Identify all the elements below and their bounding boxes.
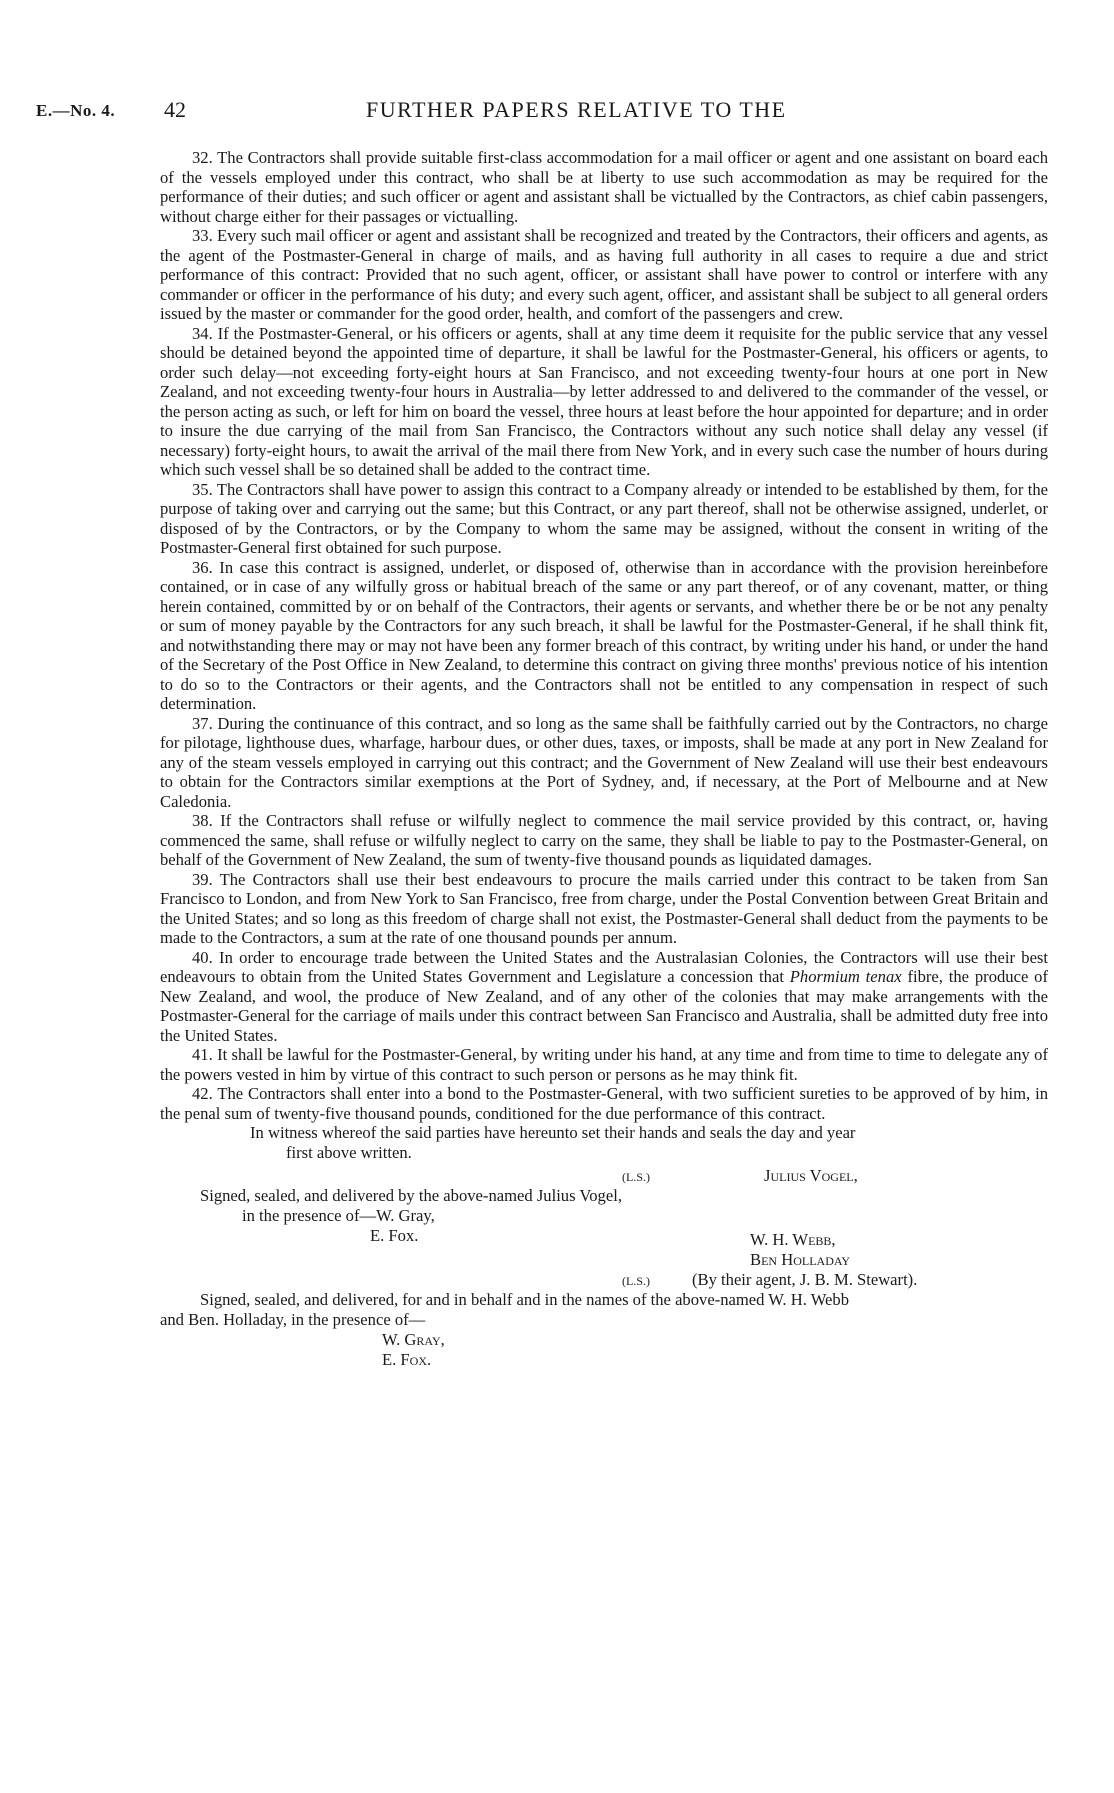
signed-statement-1: Signed, sealed, and delivered by the above-named Julius Vogel,: [200, 1186, 622, 1205]
clause-40: [160, 948, 1048, 1046]
signatory-holladay: Ben Holladay: [750, 1250, 851, 1269]
clause-40-text-b: fibre, the produce of New Zealand, and wool, the produce of New Zealand, and of any other of the colonies that may make arrangements with the Postmaster-General for the carriage of mails under this contract between San Francisco and Australia, shall be admitted duty free into the United States.: [160, 967, 1048, 1045]
document-body: [160, 148, 1048, 1384]
clause-41: 41. It shall be lawful for the Postmaster-General, by writing under his hand, at any time and from time to time to delegate any of the powers vested in him by virtue of this contract to such person or persons as he may think fit.: [160, 1045, 1048, 1084]
witness-fox-1: E. Fox.: [370, 1226, 419, 1245]
clause-34: 34. If the Postmaster-General, or his officers or agents, shall at any time deem it requisite for the public service that any vessel should be detained beyond the appointed time of departure, it shall be lawful for the Postmaster-General, his officers or agents, to order such delay—not exceeding forty-eight hours at San Francisco, and not exceeding twenty-four hours at one port in New Zealand, and not exceeding twenty-four hours in Australia—by letter addressed to and delivered to the commander of the vessel, or the person acting as such, or left for him on board the vessel, three hours at least before the hour appointed for departure; and in order to insure the due carrying of the mail from San Francisco, the Contractors without any such notice shall delay any vessel (if necessary) forty-eight hours, to await the arrival of the mail there from New York, and in every such case the number of hours during which such vessel shall be so detained shall be added to the contract time.: [160, 323, 1048, 479]
seal-mark-2: (L.S.): [622, 1274, 650, 1288]
clause-33: 33. Every such mail officer or agent and assistant shall be recognized and treated by the Contractors, their officers and agents, as the agent of the Postmaster-General in charge of mails, and as having full authority in all cases to require a due and strict performance of this contract: Provided that no such agent, officer, or assistant shall have power to control or interfere with any commander or officer in the performance of his duty; and every such agent, officer, and assistant shall be subject to all general orders issued by the master or commander for the good order, health, and comfort of the passengers and crew.: [160, 226, 1048, 323]
signature-block: [160, 1164, 1048, 1384]
page-number: 42: [164, 97, 186, 122]
signatory-webb: W. H. Webb,: [750, 1230, 836, 1249]
witness-fox-2: E. Fox.: [382, 1350, 432, 1369]
clause-37: 37. During the continuance of this contract, and so long as the same shall be faithfully carried out by the Contractors, no charge for pilotage, lighthouse dues, wharfage, harbour dues, or other dues, taxes, or imposts, shall be made at any port in New Zealand for any of the steam vessels employed in carrying out this contract; and the Government of New Zealand will use their best endeavours to obtain for the Contractors similar exemptions at the Port of Sydney, and, if necessary, at the Port of Melbourne and at New Caledonia.: [160, 713, 1048, 811]
document-reference: E.—No. 4.: [36, 101, 116, 120]
clause-32: 32. The Contractors shall provide suitable first-class accommodation for a mail officer or agent and one assistant on board each of the vessels employed under this contract, who shall be at liberty to use such accommodation as may be required for the performance of their duties; and such officer or agent and assistant shall be victualled by the Contractors, as chief cabin passengers, without charge either for their passages or victualling.: [160, 148, 1048, 226]
agent-signature: (By their agent, J. B. M. Stewart).: [692, 1270, 918, 1289]
witness-gray-2: W. Gray,: [382, 1330, 445, 1349]
witness-line-1: In witness whereof the said parties have hereunto set their hands and seals the day and year: [250, 1123, 856, 1142]
clause-39: 39. The Contractors shall use their best endeavours to procure the mails carried under this contract to be taken from San Francisco to London, and from New York to San Francisco, free from charge, under the Postal Convention between Great Britain and the United States; and so long as this freedom of charge shall not exist, the Postmaster-General shall deduct from the payments to be made to the Contractors, a sum at the rate of one thousand pounds per annum.: [160, 869, 1048, 947]
clause-35: 35. The Contractors shall have power to assign this contract to a Company already or intended to be established by them, for the purpose of taking over and carrying out the same; but this Contract, or any part thereof, shall not be otherwise assigned, underlet, or disposed of by the Contractors, or by the Company to whom the same may be assigned, without the consent in writing of the Postmaster-General first obtained for such purpose.: [160, 479, 1048, 557]
page-header: [36, 95, 1046, 129]
signatory-vogel: Julius Vogel,: [764, 1166, 858, 1185]
clause-40-italic: Phormium tenax: [789, 967, 902, 986]
running-title: FURTHER PAPERS RELATIVE TO THE: [366, 97, 787, 122]
clause-38: 38. If the Contractors shall refuse or wilfully neglect to commence the mail service provided by this contract, or, having commenced the same, shall refuse or wilfully neglect to carry on the same, they shall be liable to pay to the Postmaster-General, on behalf of the Government of New Zealand, the sum of twenty-five thousand pounds as liquidated damages.: [160, 811, 1048, 869]
signed-statement-2: Signed, sealed, and delivered, for and in behalf and in the names of the above-named W. H. Webb: [200, 1290, 850, 1309]
signed-statement-2-cont: and Ben. Holladay, in the presence of—: [160, 1310, 426, 1329]
clause-42: 42. The Contractors shall enter into a bond to the Postmaster-General, with two sufficient sureties to be approved of by him, in the penal sum of twenty-five thousand pounds, conditioned for the due performance of this contract.: [160, 1084, 1048, 1123]
witness-clause: [160, 1123, 1048, 1162]
clause-36: 36. In case this contract is assigned, underlet, or disposed of, otherwise than in accordance with the provision hereinbefore contained, or in case of any wilfully gross or habitual breach of the same or any part thereof, or of any covenant, matter, or thing herein contained, committed by or on behalf of the Contractors, their agents or servants, and whether there be or be not any penalty or sum of money payable by the Contractors for any such breach, it shall be lawful for the Postmaster-General, if he shall think fit, and notwithstanding there may or may not have been any former breach of this contract, by writing under his hand, or under the hand of the Secretary of the Post Office in New Zealand, to determine this contract on giving three months' previous notice of his intention to do so to the Contractors or their agents, and the Contractors shall not be entitled to any compensation in respect of such determination.: [160, 557, 1048, 713]
clause-40-text-a: 40. In order to encourage trade between the United States and the Australasian Colonies, the Contractors will use their best endeavours to obtain from the United States Government and Legislature a concession that: [160, 947, 1048, 986]
witness-presence-1: in the presence of—W. Gray,: [242, 1206, 435, 1225]
seal-mark-1: (L.S.): [622, 1170, 650, 1184]
witness-line-2: first above written.: [286, 1142, 412, 1162]
